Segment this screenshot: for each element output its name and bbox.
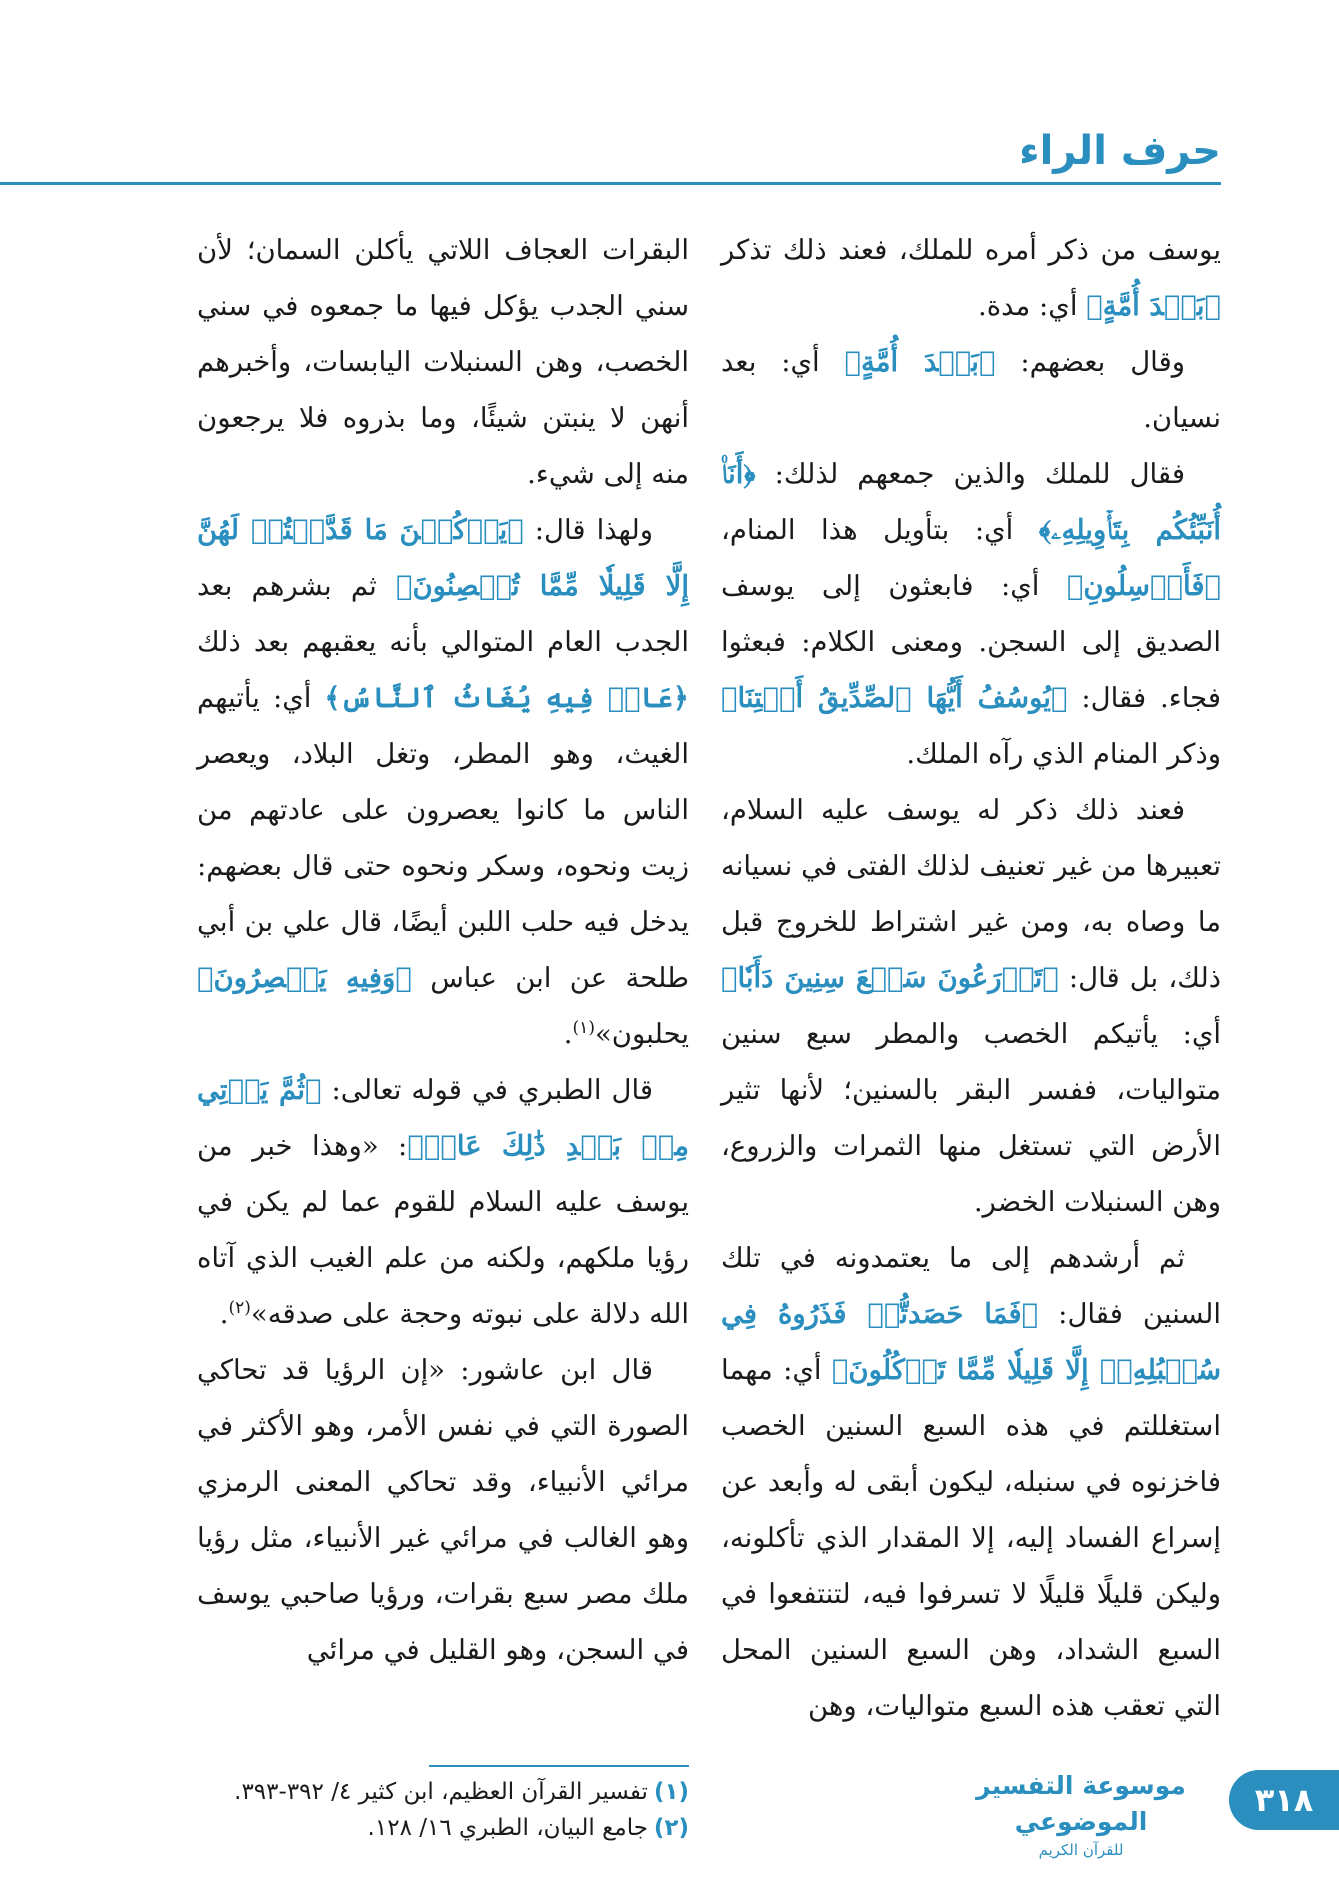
page-number: ٣١٨ [1229,1770,1339,1830]
paragraph [197,1062,689,1342]
text-run: . [563,1018,573,1050]
header-divider [0,182,1221,185]
encyclopedia-logo [951,1768,1211,1860]
text-run: ولهذا قال: [523,514,653,546]
quran-verse: ﴿فَأَرۡسِلُونِ﴾ [1066,570,1221,602]
paragraph [197,222,689,502]
text-run: : «وهذا خبر من يوسف عليه السلام للقوم عما لم يكن في رؤيا ملكهم، ولكنه من علم الغيب الذي آتاه الله دلالة على نبوته وحجة على صدقه» [197,1130,689,1330]
paragraph [721,1230,1221,1734]
footnote-number: (١) [653,1779,689,1805]
logo-title: موسوعة التفسير الموضوعي [976,1771,1186,1836]
footnote-text: جامع البيان، الطبري ١٦/ ١٢٨. [367,1815,648,1841]
text-run: . [219,1298,229,1330]
paragraph [721,334,1221,446]
text-run: يوسف من ذكر أمره للملك، فعند ذلك تذكر [721,234,1221,266]
left-column [197,222,689,1678]
footnote-number: (٢) [653,1815,689,1841]
text-run: أي: يأتيهم الغيث، وهو المطر، وتغل البلاد، ويعصر الناس ما كانوا يعصرون على عادتهم من زيت ونحوه، وسكر ونحوه حتى قال بعضهم: يدخل فيه حلب اللبن أيضًا، قال علي بن أبي طلحة عن ابن عباس [197,682,689,994]
text-run: أي: بعد نسيان. [721,346,1221,434]
text-run: أي: يأتيكم الخصب والمطر سبع سنين متواليات، ففسر البقر بالسنين؛ لأنها تثير الأرض التي تستغل منها الثمرات والزروع، وهن السنبلات الخضر. [721,1018,1221,1218]
quran-verse: ﴿بَعۡدَ أُمَّةٍ﴾ [844,346,996,378]
text-run: قال ابن عاشور: «إن الرؤيا قد تحاكي الصورة التي في نفس الأمر، وهو الأكثر في مرائي الأنبياء، وقد تحاكي المعنى الرمزي وهو الغالب في مرائي غير الأنبياء، مثل رؤيا ملك مصر سبع بقرات، ورؤيا صاحبي يوسف في السجن، وهو القليل في مرائي [197,1354,689,1666]
quran-verse: ﴿فَمَا حَصَدتُّمۡ فَذَرُوهُ فِي سُنۢبُلِهِۦٓ إِلَّا قَلِيلٗا مِّمَّا تَأۡكُلُونَ﴾ [721,1298,1221,1386]
footnote-divider [429,1765,689,1767]
paragraph [721,782,1221,1230]
quran-verse: ﴿يَأۡكُلۡنَ مَا قَدَّمۡتُمۡ لَهُنَّ إِلَّا قَلِيلٗا مِّمَّا تُحۡصِنُونَ﴾ [197,514,689,602]
footnote-ref[interactable]: (٢) [228,1297,251,1318]
text-run: أي: مدة. [977,290,1087,322]
footnote [197,1810,689,1846]
footnote-text: تفسير القرآن العظيم، ابن كثير ٤/ ٣٩٢-٣٩٣. [234,1779,648,1805]
text-run: ثم بشرهم بعد الجدب العام المتوالي بأنه يعقبهم بعد ذلك [197,570,689,658]
text-run: أي: بتأويل هذا المنام، [721,514,1039,546]
paragraph [721,222,1221,334]
paragraph [197,1342,689,1678]
text-run: البقرات العجاف اللاتي يأكلن السمان؛ لأن سني الجدب يؤكل فيها ما جمعوه في سني الخصب، وهن السنبلات اليابسات، وأخبرهم أنهن لا ينبتن شيئًا، وما بذروه فلا يرجعون منه إلى شيء. [197,234,689,490]
quran-verse: ﴿تَزۡرَعُونَ سَبۡعَ سِنِينَ دَأَبٗا﴾ [721,962,1059,994]
quran-verse: ﴿ثُمَّ يَأۡتِي مِنۢ بَعۡدِ ذَٰلِكَ عَامٞ﴾ [197,1074,689,1162]
quran-verse: ﴿عَامٞ فِيهِ يُغَاثُ ٱلنَّاسُ﴾ [324,682,689,714]
footnote [197,1774,689,1810]
right-column [721,222,1221,1734]
text-run: أي: مهما استغللتم في هذه السبع السنين الخصب فاخزنوه في سنبله، ليكون أبقى له وأبعد عن إسراع الفساد إليه، إلا المقدار الذي تأكلونه، وليكن قليلًا قليلًا لا تسرفوا فيه، لتنتفعوا في السبع الشداد، وهن السبع السنين المحل التي تعقب هذه السبع متواليات، وهن [721,1354,1221,1722]
quran-verse: ﴿يُوسُفُ أَيُّهَا ٱلصِّدِّيقُ أَفۡتِنَا﴾ [721,682,1068,714]
text-run: فعند ذلك ذكر له يوسف عليه السلام، تعبيرها من غير تعنيف لذلك الفتى في نسيانه ما وصاه به، ومن غير اشتراط للخروج قبل ذلك، بل قال: [721,794,1221,994]
text-run: ثم أرشدهم إلى ما يعتمدونه في تلك السنين فقال: [721,1242,1221,1330]
text-run: وذكر المنام الذي رآه الملك. [906,738,1221,770]
text-run: يحلبون» [594,1018,689,1050]
text-run: وقال بعضهم: [995,346,1185,378]
text-run: أي: فابعثون إلى يوسف الصديق إلى السجن. ومعنى الكلام: فبعثوا فجاء. فقال: [721,570,1221,714]
text-run: فقال للملك والذين جمعهم لذلك: [755,458,1185,490]
text-run: قال الطبري في قوله تعالى: [321,1074,653,1106]
chapter-title: حرف الراء [1019,128,1221,174]
quran-verse: ﴿وَفِيهِ يَعۡصِرُونَ﴾ [197,962,412,994]
footnotes [197,1774,689,1846]
paragraph [197,502,689,1062]
logo-subtitle: للقرآن الكريم [1038,1841,1124,1859]
footnote-ref[interactable]: (١) [572,1017,595,1038]
quran-verse: ﴿أَنَا۠ أُنَبِّئُكُم بِتَأۡوِيلِهِۦ﴾ [721,458,1222,546]
quran-verse: ﴿بَعۡدَ أُمَّةٍ﴾ [1086,290,1221,322]
paragraph [721,446,1221,782]
